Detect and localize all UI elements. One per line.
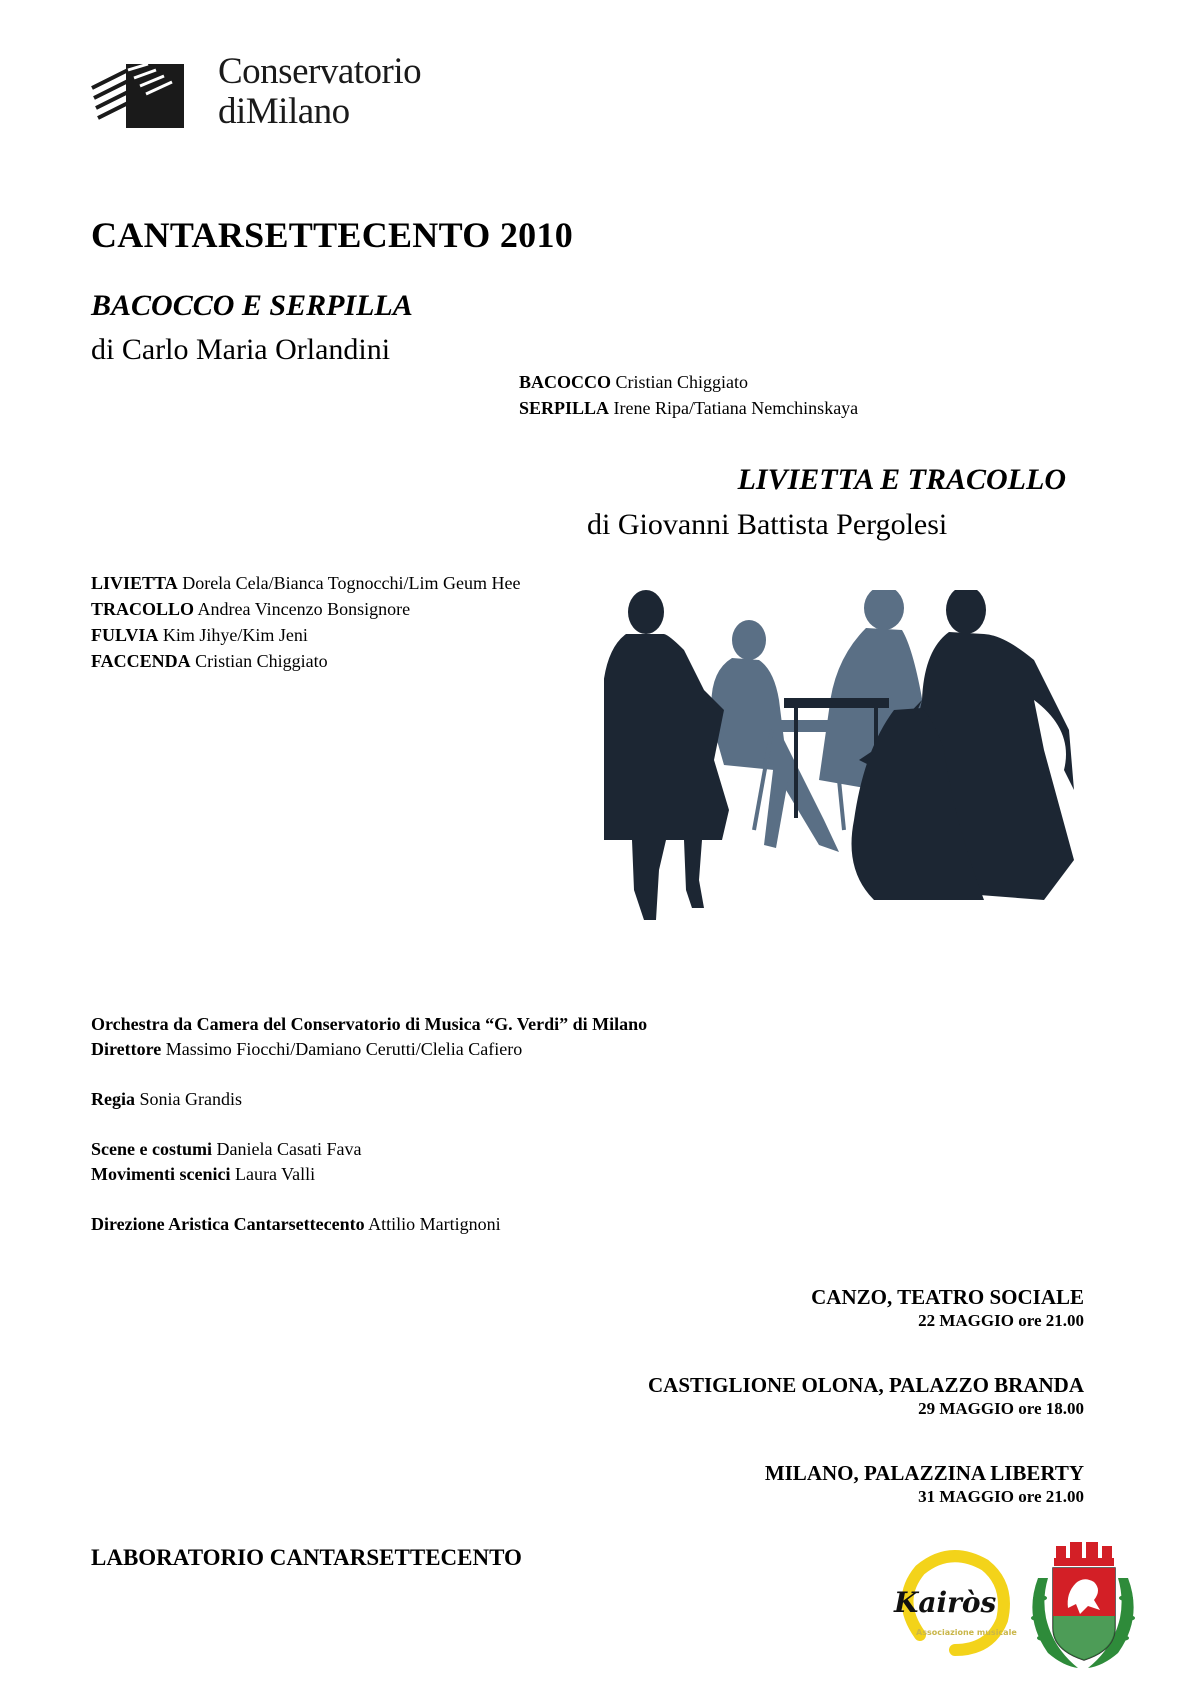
logo-mark-icon bbox=[90, 62, 186, 132]
venue-3 bbox=[765, 1460, 1084, 1508]
venue-date: 31 MAGGIO ore 21.00 bbox=[918, 1487, 1084, 1506]
direzione-label: Direzione Aristica Cantarsettecento bbox=[91, 1214, 365, 1234]
silhouette-illustration bbox=[604, 590, 1164, 990]
cast-line bbox=[91, 622, 521, 648]
venue-place: MILANO, PALAZZINA LIBERTY bbox=[764, 1461, 1084, 1485]
regia-label: Regia bbox=[91, 1089, 135, 1109]
opera2-title: LIVIETTA E TRACOLLO bbox=[737, 463, 1066, 496]
cast-singer: Kim Jihye/Kim Jeni bbox=[162, 625, 308, 645]
cast-line bbox=[91, 596, 521, 622]
opera1-composer: di Carlo Maria Orlandini bbox=[91, 333, 391, 366]
orchestra-line: Orchestra da Camera del Conservatorio di Musica “G. Verdi” di Milano bbox=[91, 1014, 648, 1034]
opera1-cast bbox=[519, 369, 858, 421]
direttore-label: Direttore bbox=[91, 1039, 162, 1059]
cast-line bbox=[519, 369, 858, 395]
movimenti-value: Laura Valli bbox=[234, 1164, 316, 1184]
cast-role: TRACOLLO bbox=[91, 599, 195, 619]
movimenti-label: Movimenti scenici bbox=[91, 1164, 231, 1184]
venue-date: 29 MAGGIO ore 18.00 bbox=[918, 1399, 1084, 1418]
direzione-value: Attilio Martignoni bbox=[368, 1214, 501, 1234]
kairos-logo bbox=[890, 1550, 1020, 1660]
logo-line1: Conservatorio bbox=[218, 51, 422, 92]
cast-role: LIVIETTA bbox=[91, 573, 178, 593]
venue-date: 22 MAGGIO ore 21.00 bbox=[918, 1311, 1084, 1330]
cast-singer: Cristian Chiggiato bbox=[615, 372, 749, 392]
opera2-composer: di Giovanni Battista Pergolesi bbox=[587, 508, 948, 541]
cast-singer: Cristian Chiggiato bbox=[195, 651, 328, 671]
scene-value: Daniela Casati Fava bbox=[216, 1139, 362, 1159]
kairos-name: Kairòs bbox=[894, 1586, 997, 1619]
cast-role: BACOCCO bbox=[519, 372, 612, 392]
regia-value: Sonia Grandis bbox=[139, 1089, 242, 1109]
cast-line bbox=[91, 570, 521, 596]
cast-role: FULVIA bbox=[91, 625, 159, 645]
opera1-title: BACOCCO E SERPILLA bbox=[91, 289, 413, 322]
municipal-crest-icon bbox=[1018, 1538, 1148, 1678]
footer-title: LABORATORIO CANTARSETTECENTO bbox=[91, 1545, 522, 1570]
venue-place: CANZO, TEATRO SOCIALE bbox=[811, 1285, 1084, 1309]
venue-1 bbox=[811, 1284, 1084, 1332]
conservatorio-logo bbox=[90, 52, 510, 138]
cast-singer: Dorela Cela/Bianca Tognocchi/Lim Geum Hee bbox=[182, 573, 521, 593]
logo-line2: diMilano bbox=[218, 91, 350, 132]
cast-line bbox=[519, 395, 858, 421]
cast-role: FACCENDA bbox=[91, 651, 191, 671]
cast-singer: Andrea Vincenzo Bonsignore bbox=[197, 599, 411, 619]
standing-man bbox=[604, 590, 729, 920]
cast-singer: Irene Ripa/Tatiana Nemchinskaya bbox=[613, 398, 859, 418]
scene-label: Scene e costumi bbox=[91, 1139, 212, 1159]
cast-role: SERPILLA bbox=[519, 398, 610, 418]
credits bbox=[91, 1012, 647, 1237]
venue-place: CASTIGLIONE OLONA, PALAZZO BRANDA bbox=[647, 1373, 1084, 1397]
seated-figure bbox=[711, 620, 844, 852]
cast-line bbox=[91, 648, 521, 674]
kairos-tagline: Associazione musicale bbox=[916, 1628, 1017, 1637]
page-title: CANTARSETTECENTO 2010 bbox=[91, 215, 574, 255]
venue-2 bbox=[648, 1372, 1084, 1420]
opera2-cast bbox=[91, 570, 521, 674]
direttore-value: Massimo Fiocchi/Damiano Cerutti/Clelia Cafiero bbox=[165, 1039, 523, 1059]
